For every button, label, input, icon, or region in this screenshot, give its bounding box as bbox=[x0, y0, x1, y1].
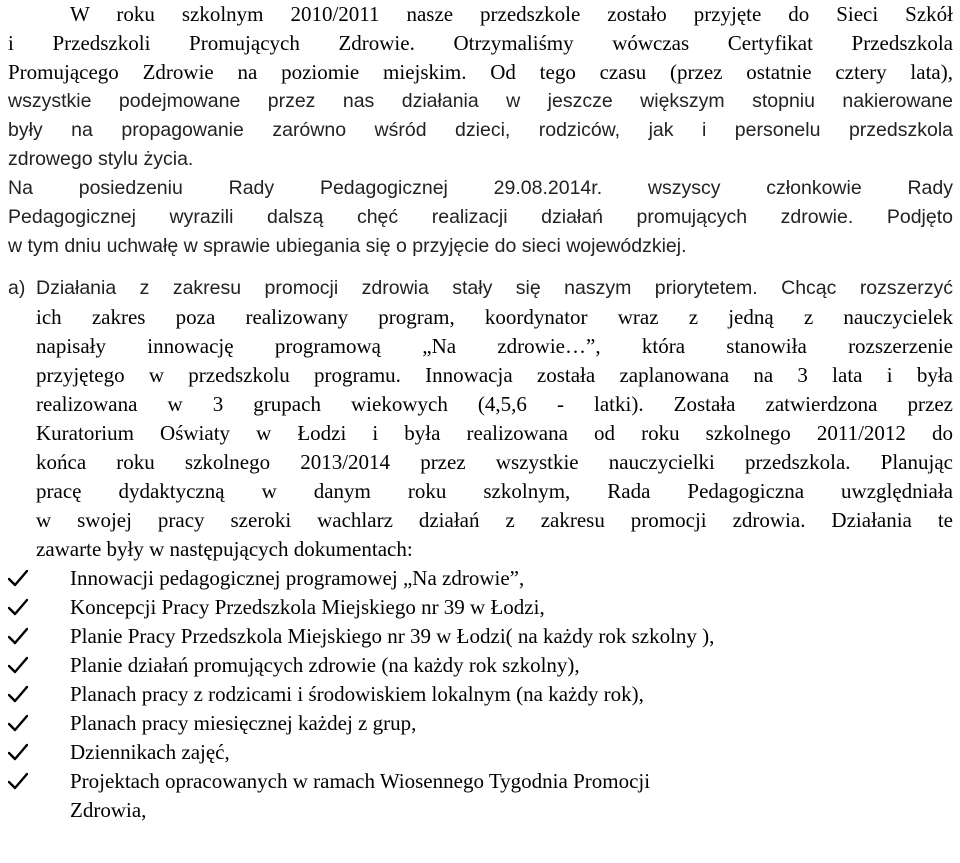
list-item-label: Koncepcji Pracy Przedszkola Miejskiego nr 39 w Łodzi, bbox=[70, 595, 545, 619]
list-item bbox=[8, 680, 953, 709]
text-line: Na posiedzeniu Rady Pedagogicznej 29.08.2014r. wszyscy członkowie Rady bbox=[8, 177, 953, 199]
document-page bbox=[8, 0, 953, 825]
text-line: pracę dydaktyczną w danym roku szkolnym, Rada Pedagogiczna uwzględniała bbox=[36, 479, 953, 503]
text-line: w tym dniu uchwałę w sprawie ubiegania się o przyjęcie do sieci wojewódzkiej. bbox=[8, 235, 687, 257]
list-item-label: Dziennikach zajęć, bbox=[70, 740, 230, 764]
item-a-paragraph bbox=[8, 274, 953, 564]
intro-paragraph bbox=[8, 0, 953, 174]
list-item bbox=[8, 593, 953, 622]
list-item-label: Projektach opracowanych w ramach Wiosennego Tygodnia Promocji bbox=[70, 769, 651, 793]
list-item bbox=[8, 738, 953, 767]
text-line: Kuratorium Oświaty w Łodzi i była realizowana od roku szkolnego 2011/2012 do bbox=[36, 421, 953, 445]
checkmark-icon bbox=[8, 738, 30, 767]
text-line: realizowana w 3 grupach wiekowych (4,5,6 - latki). Została zatwierdzona przez bbox=[36, 392, 953, 416]
checkmark-icon bbox=[8, 622, 30, 651]
text-line: ich zakres poza realizowany program, koordynator wraz z jedną z nauczycielek bbox=[36, 305, 953, 329]
text-line: Pedagogicznej wyrazili dalszą chęć realizacji działań promujących zdrowie. Podjęto bbox=[8, 206, 953, 228]
text-line: wszystkie podejmowane przez nas działania w jeszcze większym stopniu nakierowane bbox=[8, 90, 953, 112]
text-line: W roku szkolnym 2010/2011 nasze przedszkole zostało przyjęte do Sieci Szkół bbox=[70, 2, 953, 26]
text-line: były na propagowanie zarówno wśród dzieci, rodziców, jak i personelu przedszkola bbox=[8, 119, 953, 141]
text-line: zdrowego stylu życia. bbox=[8, 148, 194, 170]
text-line: napisały innowację programową „Na zdrowie…”, która stanowiła rozszerzenie bbox=[36, 334, 953, 358]
list-item bbox=[8, 767, 953, 796]
checkmark-icon bbox=[8, 564, 30, 593]
list-item-label: Innowacji pedagogicznej programowej „Na zdrowie”, bbox=[70, 566, 525, 590]
list-item-label: Planie działań promujących zdrowie (na każdy rok szkolny), bbox=[70, 653, 580, 677]
list-item bbox=[8, 651, 953, 680]
checkmark-icon bbox=[8, 767, 30, 796]
list-item-label: Planie Pracy Przedszkola Miejskiego nr 39 w Łodzi( na każdy rok szkolny ), bbox=[70, 624, 715, 648]
text-line-content: Działania z zakresu promocji zdrowia stały się naszym priorytetem. Chcąc rozszerzyć bbox=[36, 277, 953, 299]
checkmark-icon bbox=[8, 651, 30, 680]
list-item bbox=[8, 564, 953, 593]
checkmark-icon bbox=[8, 593, 30, 622]
text-line: zawarte były w następujących dokumentach: bbox=[36, 537, 413, 561]
text-line: końca roku szkolnego 2013/2014 przez wszystkie nauczycielki przedszkola. Planując bbox=[36, 450, 953, 474]
list-marker: a) bbox=[8, 277, 26, 299]
list-item bbox=[8, 622, 953, 651]
list-item bbox=[8, 709, 953, 738]
text-line: przyjętego w przedszkolu programu. Innowacja została zaplanowana na 3 lata i była bbox=[36, 363, 953, 387]
text-line: i Przedszkoli Promujących Zdrowie. Otrzymaliśmy wówczas Certyfikat Przedszkola bbox=[8, 31, 953, 55]
list-item-label: Planach pracy z rodzicami i środowiskiem lokalnym (na każdy rok), bbox=[70, 682, 644, 706]
text-line: Promującego Zdrowie na poziomie miejskim. Od tego czasu (przez ostatnie cztery lata), bbox=[8, 60, 953, 84]
checkmark-icon bbox=[8, 680, 30, 709]
list-item-label: Planach pracy miesięcznej każdej z grup, bbox=[70, 711, 417, 735]
text-line bbox=[8, 274, 953, 303]
list-item-continuation: Zdrowia, bbox=[70, 798, 147, 822]
document-checklist bbox=[8, 564, 953, 825]
meeting-paragraph bbox=[8, 174, 953, 261]
checkmark-icon bbox=[8, 709, 30, 738]
text-line: w swojej pracy szeroki wachlarz działań z zakresu promocji zdrowia. Działania te bbox=[36, 508, 953, 532]
